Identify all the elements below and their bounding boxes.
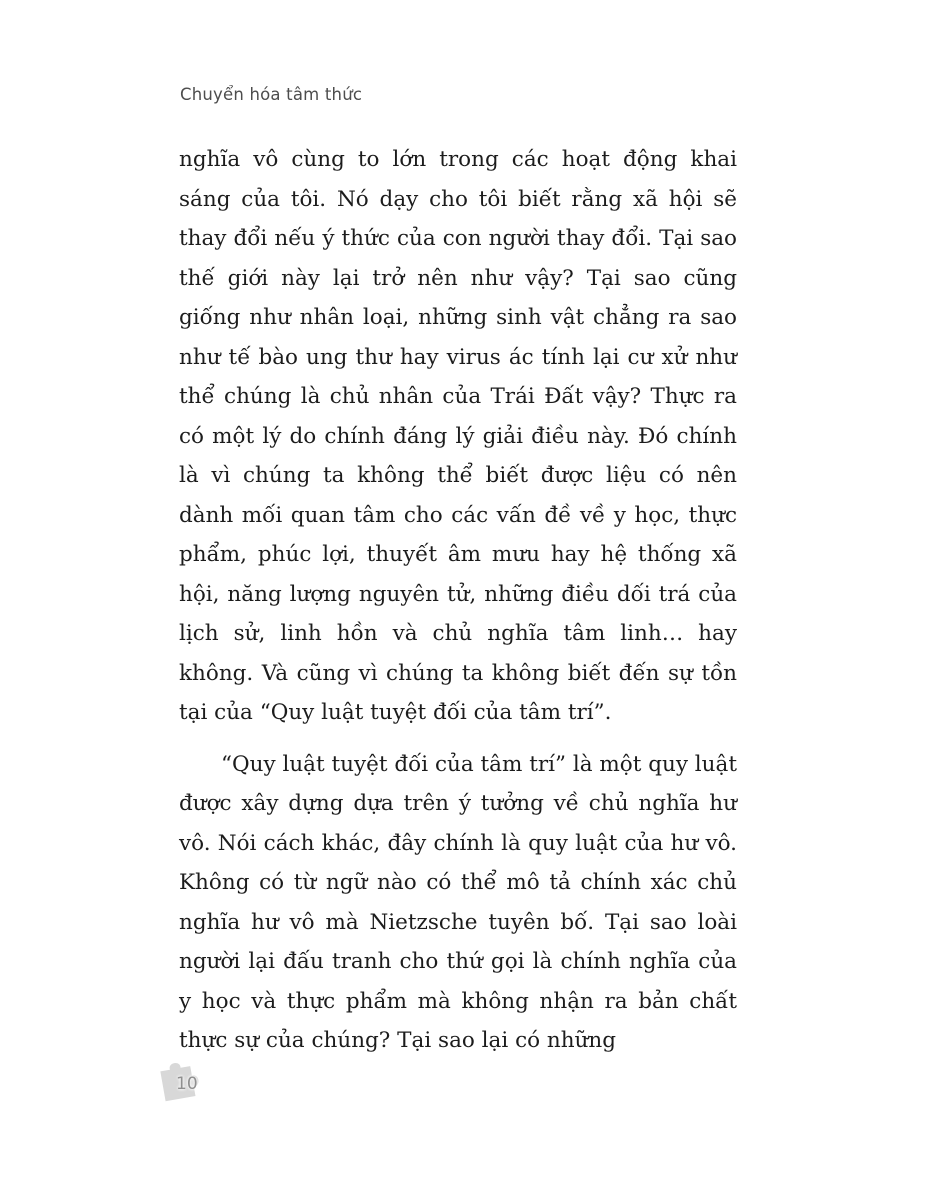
page-number: 10 [176,1074,198,1094]
page-body-text [179,140,737,1061]
paragraph-continuation: nghĩa vô cùng to lớn trong các hoạt động khai sáng của tôi. Nó dạy cho tôi biết rằng xã hội sẽ thay đổi nếu ý thức của con người thay đổi. Tại sao thế giới này lại trở nên như vậy? Tại sao cũng giống như nhân loại, những sinh vật chẳng ra sao như tế bào ung thư hay virus ác tính lại cư xử như thể chúng là chủ nhân của Trái Đất vậy? Thực ra có một lý do chính đáng lý giải điều này. Đó chính là vì chúng ta không thể biết được liệu có nên dành mối quan tâm cho các vấn đề về y học, thực phẩm, phúc lợi, thuyết âm mưu hay hệ thống xã hội, năng lượng nguyên tử, những điều dối trá của lịch sử, linh hồn và chủ nghĩa tâm linh… hay không. Và cũng vì chúng ta không biết đến sự tồn tại của “Quy luật tuyệt đối của tâm trí”. [179,147,737,725]
running-header: Chuyển hóa tâm thức [180,85,363,104]
paragraph-second: “Quy luật tuyệt đối của tâm trí” là một quy luật được xây dựng dựa trên ý tưởng về chủ nghĩa hư vô. Nói cách khác, đây chính là quy luật của hư vô. Không có từ ngữ nào có thể mô tả chính xác chủ nghĩa hư vô mà Nietzsche tuyên bố. Tại sao loài người lại đấu tranh cho thứ gọi là chính nghĩa của y học và thực phẩm mà không nhận ra bản chất thực sự của chúng? Tại sao lại có những [179,751,737,1053]
page-footer [152,1050,232,1120]
